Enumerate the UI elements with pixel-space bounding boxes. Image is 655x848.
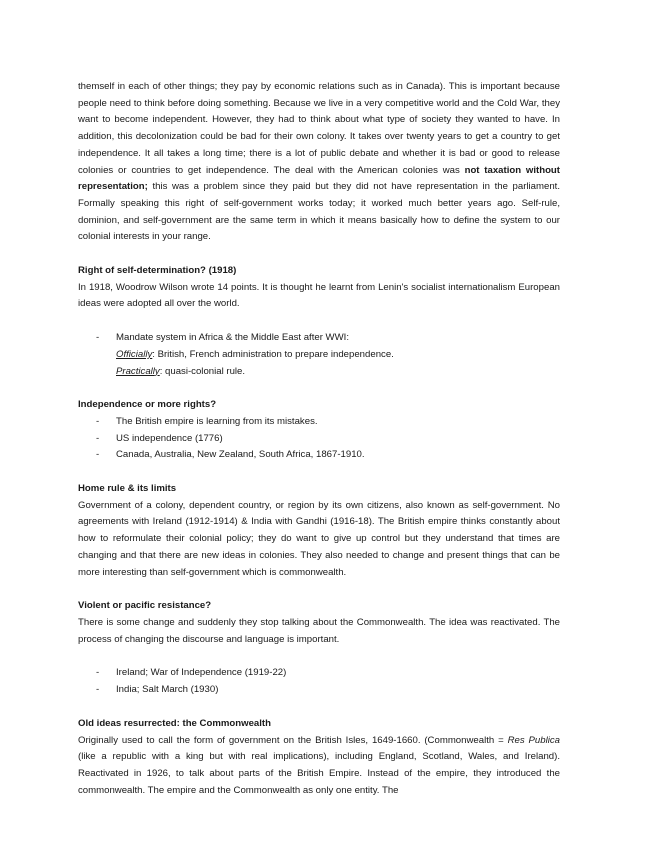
- section-text: Government of a colony, dependent country, or region by its own citizens, also known as self-government. No agreements with Ireland (1912-1914) & India with Gandhi (1916-18). The British empire thinks constantly about how to reformulate their colonial policy; they do want to give up control but they understand that times are changing and that there are new ideas in colonies. They also needed to change and present things that can be more interesting than self-government which is commonwealth.: [78, 499, 560, 578]
- res-publica-italic: Res Publica: [507, 734, 560, 746]
- list-item: [78, 682, 560, 699]
- intro-paragraph: [78, 79, 560, 246]
- list-item: [78, 431, 560, 448]
- intro-bold-phrase: not taxation without representation;: [78, 164, 560, 193]
- bullet-dash: -: [96, 415, 100, 427]
- section-text: There is some change and suddenly they stop talking about the Commonwealth. The idea was reactivated. The process of changing the discourse and language is important.: [78, 616, 560, 645]
- list-item-text: Mandate system in Africa & the Middle East after WWI:: [116, 332, 349, 344]
- bullet-dash: -: [96, 667, 100, 679]
- section-heading: Violent or pacific resistance?: [78, 600, 212, 612]
- section-self-determination: [78, 263, 560, 380]
- bullet-list: [78, 330, 560, 380]
- section-heading: Old ideas resurrected: the Commonwealth: [78, 717, 271, 729]
- practically-text: : quasi-colonial rule.: [159, 365, 246, 377]
- intro-text-2: this was a problem since they paid but they did not have representation in the parliament. Formally speaking this right of self-government works today; it worked much better years ago. Self-rule, dominion, and self-government are the same term in which it means basically how to define the system to our colonial interests in your range.: [78, 181, 560, 243]
- intro-text-1: themself in each of other things; they pay by economic relations such as in Canada). This is important because people need to think before doing something. Because we live in a very competitive world and the Cold War, they want to become independent. However, they had to think about what type of society they wanted to have. In addition, this decolonization could be bad for their own colony. It takes over twenty years to get a country to get independence. It all takes a long time; there is a lot of public debate and whether it is bad or good to release colonies or countries to get independence. The deal with the American colonies was: [78, 81, 560, 176]
- section-independence: [78, 397, 560, 464]
- bullet-dash: -: [96, 432, 100, 444]
- bullet-list: [78, 414, 560, 464]
- bullet-dash: -: [96, 684, 100, 696]
- section-heading: Home rule & its limits: [78, 483, 177, 495]
- practically-label: Practically: [116, 365, 160, 377]
- commonwealth-text-1: Originally used to call the form of government on the British Isles, 1649-1660. (Commonwealth =: [78, 734, 504, 746]
- list-item-text: India; Salt March (1930): [116, 684, 219, 696]
- bullet-dash: -: [96, 449, 100, 461]
- section-home-rule: [78, 481, 560, 581]
- section-commonwealth: [78, 716, 560, 800]
- officially-text: : British, French administration to prepare independence.: [152, 348, 394, 360]
- section-heading: Independence or more rights?: [78, 399, 217, 411]
- sub-line-officially: [116, 347, 560, 364]
- list-item: [78, 665, 560, 682]
- bullet-dash: -: [96, 332, 100, 344]
- list-item: [78, 447, 560, 464]
- list-item-text: Canada, Australia, New Zealand, South Africa, 1867-1910.: [116, 449, 365, 461]
- section-text: [78, 733, 560, 800]
- list-item: [78, 330, 560, 380]
- section-resistance: [78, 598, 560, 699]
- section-heading: Right of self-determination? (1918): [78, 265, 237, 277]
- list-item-text: US independence (1776): [116, 432, 223, 444]
- bullet-list: [78, 665, 560, 698]
- document-page: [78, 79, 560, 799]
- commonwealth-text-2: (like a republic with a king but with real implications), including England, Scotland, Wales, and Ireland). Reactivated in 1926, to talk about parts of the British Empire. Instead of the empire, they introduced the commonwealth. The empire and the Commonwealth as only one entity. The: [78, 751, 560, 796]
- sub-line-practically: [116, 364, 560, 381]
- officially-label: Officially: [116, 348, 153, 360]
- list-item-text: The British empire is learning from its mistakes.: [116, 415, 318, 427]
- list-item: [78, 414, 560, 431]
- section-text: In 1918, Woodrow Wilson wrote 14 points. It is thought he learnt from Lenin's socialist internationalism European ideas were adopted all over the world.: [78, 281, 560, 310]
- list-item-text: Ireland; War of Independence (1919-22): [116, 667, 287, 679]
